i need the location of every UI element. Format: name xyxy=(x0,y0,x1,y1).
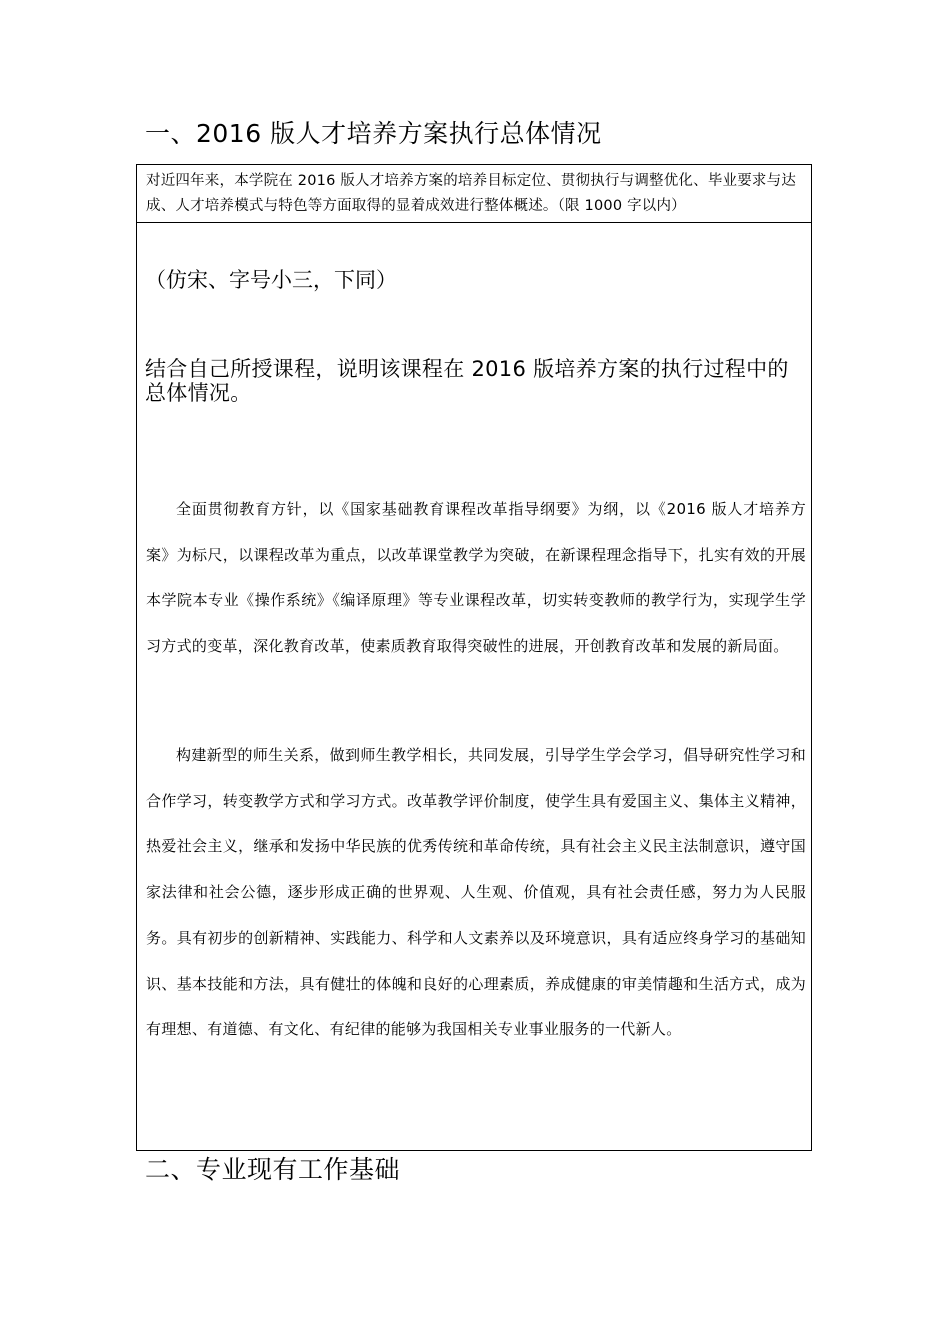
section-2-heading: 二、专业现有工作基础 xyxy=(145,1155,401,1184)
format-note: （仿宋、字号小三，下同） xyxy=(145,268,397,292)
instruction-text: 结合自己所授课程，说明该课程在 2016 版培养方案的执行过程中的总体情况。 xyxy=(145,357,789,405)
content-cell xyxy=(137,223,811,1150)
section-1-heading: 一、2016 版人才培养方案执行总体情况 xyxy=(145,119,602,148)
body-paragraph-2: 构建新型的师生关系，做到师生教学相长，共同发展，引导学生学会学习，倡导研究性学习和合作学习，转变教学方式和学习方式。改革教学评价制度，使学生具有爱国主义、集体主义精神，热爱社会主义，继承和发扬中华民族的优秀传统和革命传统，具有社会主义民主法制意识，遵守国家法律和社会公德，逐步形成正确的世界观、人生观、价值观，具有社会责任感，努力为人民服务。具有初步的创新精神、实践能力、科学和人文素养以及环境意识，具有适应终身学习的基础知识、基本技能和方法，具有健壮的体魄和良好的心理素质，养成健康的审美情趣和生活方式，成为有理想、有道德、有文化、有纪律的能够为我国相关专业事业服务的一代新人。 xyxy=(146,746,806,1039)
overview-table xyxy=(136,164,812,1151)
body-paragraph-1: 全面贯彻教育方针，以《国家基础教育课程改革指导纲要》为纲，以《2016 版人才培养方案》为标尺，以课程改革为重点，以改革课堂教学为突破，在新课程理念指导下，扎实有效的开展本学院本专业《操作系统》《编译原理》等专业课程改革，切实转变教师的教学行为，实现学生学习方式的变革，深化教育改革，使素质教育取得突破性的进展，开创教育改革和发展的新局面。 xyxy=(146,500,806,656)
prompt-cell: 对近四年来，本学院在 2016 版人才培养方案的培养目标定位、贯彻执行与调整优化、毕业要求与达成、人才培养模式与特色等方面取得的显着成效进行整体概述。（限 1000 字以内） xyxy=(137,165,811,223)
